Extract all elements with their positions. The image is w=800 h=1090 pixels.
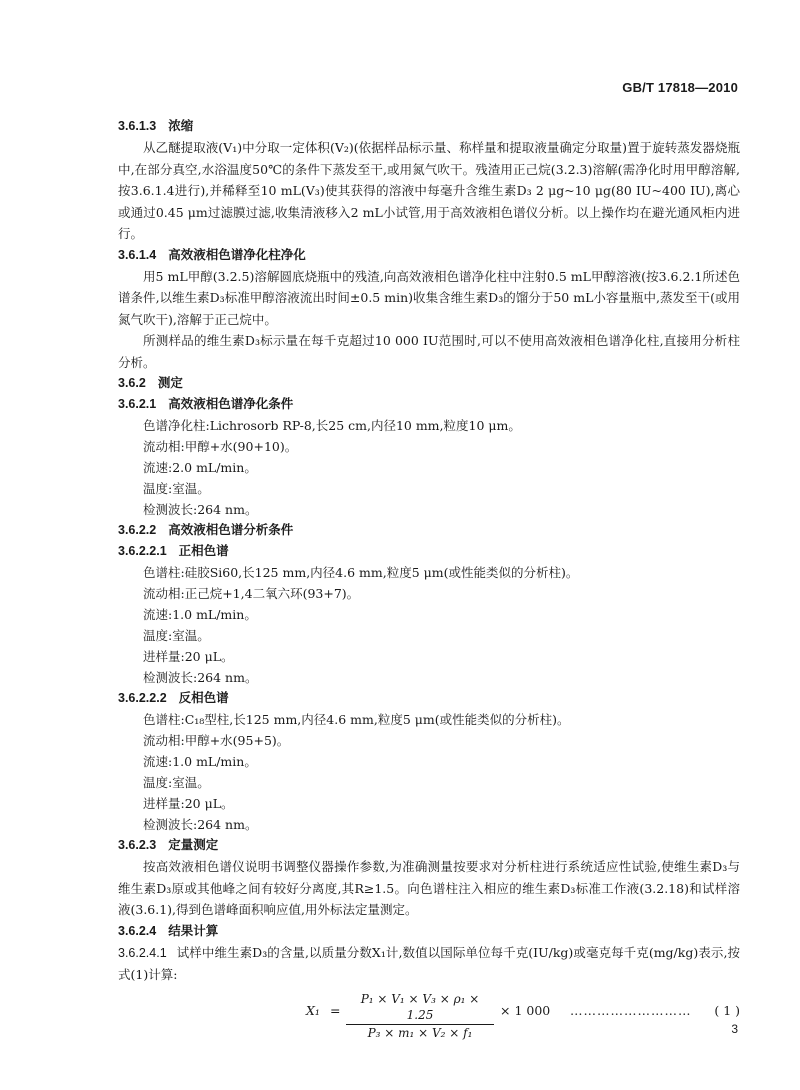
section-heading (118, 835, 740, 856)
section-heading (118, 921, 740, 942)
list-item: 检测波长:264 nm。 (143, 670, 258, 685)
list-item: 温度:室温。 (143, 628, 210, 643)
equation-equals: = (330, 1003, 341, 1018)
section-title: 高效液相色谱分析条件 (168, 523, 294, 537)
list-item: 流动相:甲醇+水(90+10)。 (143, 439, 298, 454)
list-item: 色谱净化柱:Lichrosorb RP-8,长25 cm,内径10 mm,粒度10 μm。 (143, 418, 521, 433)
list-item: 色谱柱:C₁₈型柱,长125 mm,内径4.6 mm,粒度5 μm(或性能类似的分析柱)。 (143, 712, 570, 727)
list-item: 流动相:正己烷+1,4二氧六环(93+7)。 (143, 586, 360, 601)
section-heading (118, 373, 740, 394)
section-number: 3.6.2.2.2 (118, 691, 167, 705)
section-heading (118, 245, 740, 266)
section-title: 浓缩 (168, 119, 194, 133)
equation-number: ( 1 ) (714, 1003, 740, 1018)
doc-code-header: GB/T 17818—2010 (622, 80, 738, 95)
section-number: 3.6.1.4 (118, 247, 157, 262)
section-number: 3.6.2 (118, 376, 146, 390)
section-heading (118, 394, 740, 415)
paragraph: 从乙醚提取液(V₁)中分取一定体积(V₂)(依据样品标示量、称样量和提取液量确定分取量)置于旋转蒸发器烧瓶中,在部分真空,水浴温度50℃的条件下蒸发至干,或用氮气吹干。残渣用正己烷(3.2.3)溶解(需净化时用甲醇溶解,按3.6.1.4进行),并稀释至10 mL(V₃)使其获得的溶液中每毫升含维生素D₃ 2 μg~10 μg(80 IU~400 IU),离心或通过0.45 μm过滤膜过滤,收集清液移入2 mL小试管,用于高效液相色谱仪分析。以上操作均在避光通风柜内进行。 (118, 140, 740, 241)
equation-1 (118, 991, 740, 1040)
list-item: 检测波长:264 nm。 (143, 817, 258, 832)
section-number: 3.6.1.3 (118, 119, 157, 133)
list-item: 流动相:甲醇+水(95+5)。 (143, 733, 290, 748)
main-content (118, 116, 740, 1040)
paragraph: 用5 mL甲醇(3.2.5)溶解圆底烧瓶中的残渣,向高效液相色谱净化柱中注射0.5 mL甲醇溶液(按3.6.2.1所述色谱条件,以维生素D₃标准甲醇溶液流出时间±0.5 min)收集含维生素D₃的馏分于50 mL小容量瓶中,蒸发至干(或用氮气吹干),溶解于正己烷中。 (118, 268, 740, 327)
section-heading (118, 116, 740, 137)
page-number: 3 (731, 1022, 738, 1036)
section-title: 测定 (157, 376, 183, 390)
section-heading (118, 541, 740, 562)
section-title: 结果计算 (168, 923, 219, 938)
list-item: 流速:1.0 mL/min。 (143, 607, 257, 622)
equation-lhs: X₁ (306, 1003, 320, 1018)
equation-denominator: P₃ × m₁ × V₂ × f₁ (367, 1026, 473, 1040)
section-number: 3.6.2.4.1 (118, 945, 167, 960)
list-item: 温度:室温。 (143, 481, 210, 496)
paragraph: 按高效液相色谱仪说明书调整仪器操作参数,为准确测量按要求对分析柱进行系统适应性试验,使维生素D₃与维生素D₃原或其他峰之间有较好分离度,其R≥1.5。向色谱柱注入相应的维生素D₃标准工作液(3.2.18)和试样溶液(3.6.1),得到色谱峰面积响应值,用外标法定量测定。 (118, 859, 740, 917)
paragraph (118, 942, 740, 986)
list-item: 色谱柱:硅胶Si60,长125 mm,内径4.6 mm,粒度5 μm(或性能类似的分析柱)。 (143, 565, 579, 580)
section-number: 3.6.2.4 (118, 923, 157, 938)
section-title: 高效液相色谱净化条件 (168, 397, 294, 411)
section-number: 3.6.2.3 (118, 838, 157, 852)
section-heading (118, 520, 740, 541)
list-item: 流速:1.0 mL/min。 (143, 754, 257, 769)
list-item: 进样量:20 μL。 (143, 796, 234, 811)
list-item: 温度:室温。 (143, 775, 210, 790)
section-number: 3.6.2.1 (118, 397, 157, 411)
section-title: 定量测定 (168, 838, 219, 852)
equation-leader-dots: ……………………… (570, 1003, 692, 1018)
equation-numerator: P₁ × V₁ × V₃ × ρ₁ × 1.25 (346, 991, 494, 1025)
list-item: 进样量:20 μL。 (143, 649, 234, 664)
section-title: 正相色谱 (178, 544, 229, 558)
section-title: 高效液相色谱净化柱净化 (168, 247, 306, 262)
section-title: 反相色谱 (178, 691, 229, 705)
section-heading (118, 688, 740, 709)
paragraph: 所测样品的维生素D₃标示量在每千克超过10 000 IU范围时,可以不使用高效液相色谱净化柱,直接用分析柱分析。 (118, 333, 740, 370)
section-number: 3.6.2.2 (118, 523, 157, 537)
list-item: 流速:2.0 mL/min。 (143, 460, 257, 475)
paragraph-text: 试样中维生素D₃的含量,以质量分数X₁计,数值以国际单位每千克(IU/kg)或毫克每千克(mg/kg)表示,按式(1)计算: (118, 944, 740, 982)
equation-multiplier: × 1 000 (500, 1003, 551, 1018)
section-number: 3.6.2.2.1 (118, 544, 167, 558)
list-item: 检测波长:264 nm。 (143, 502, 258, 517)
equation-fraction (346, 991, 494, 1041)
